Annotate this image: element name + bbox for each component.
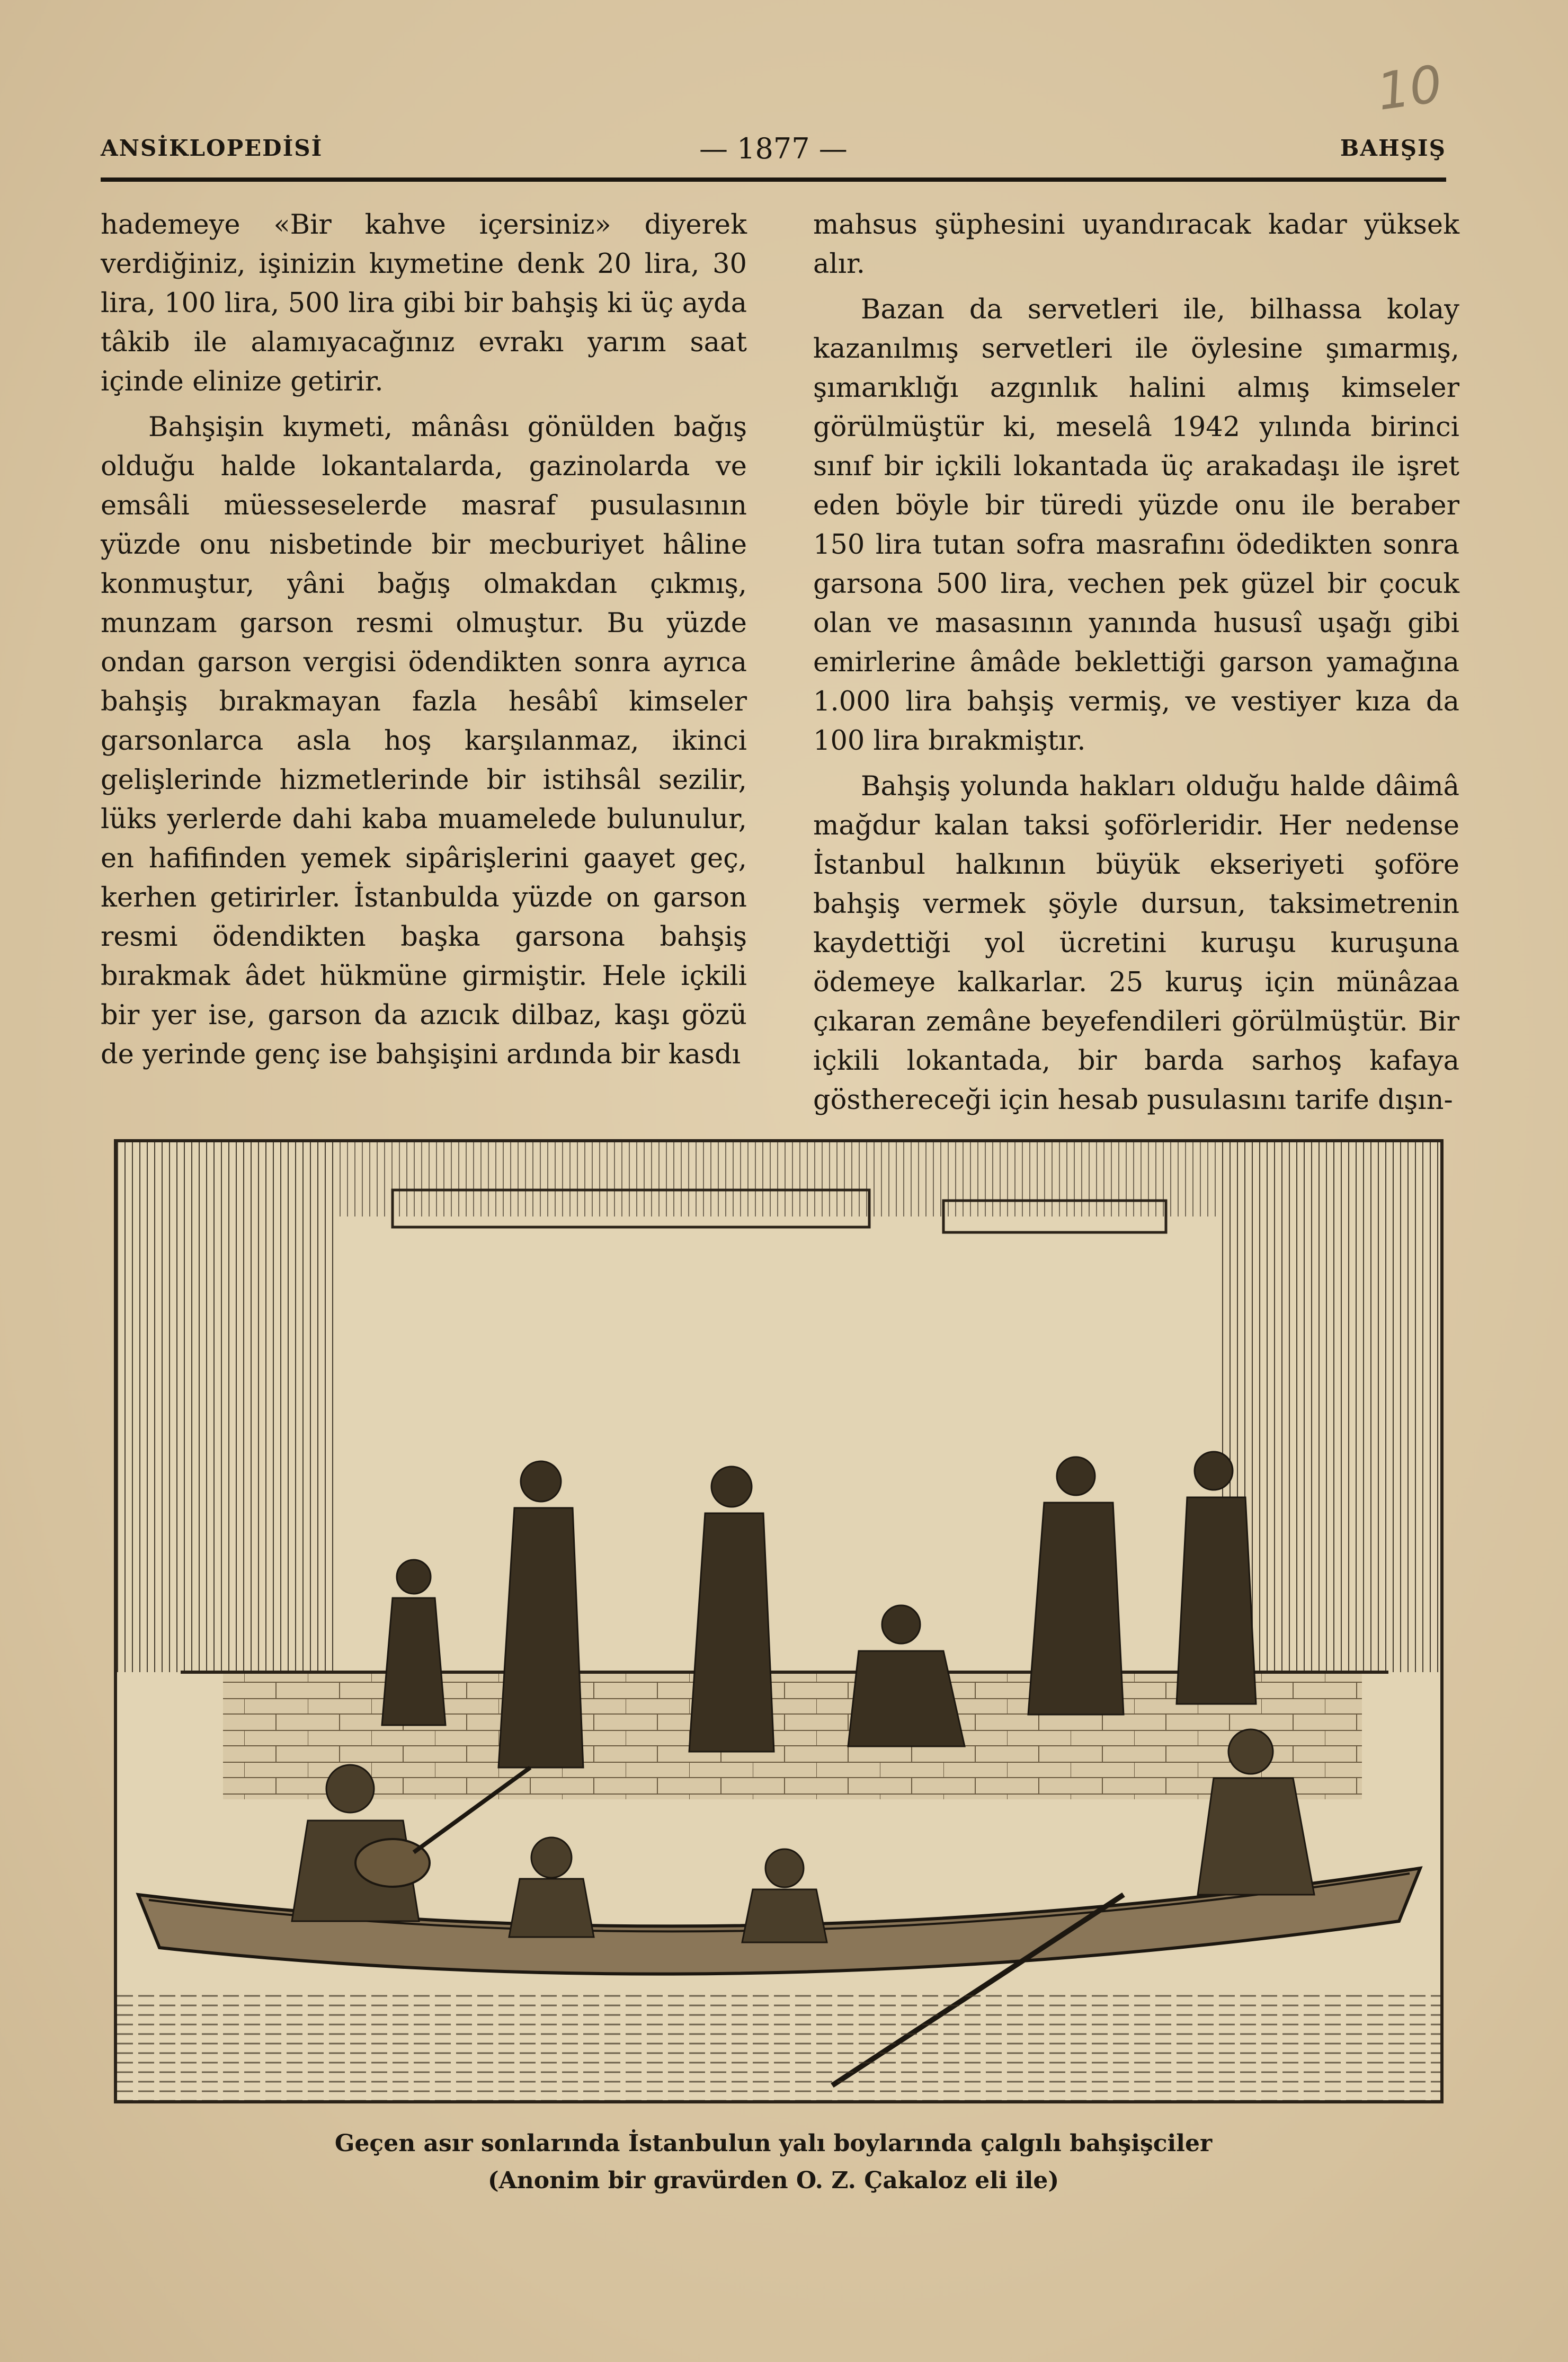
left-paragraph-1: hademeye «Bir kahve içersiniz» diyerek verdiğiniz, işinizin kıymetine denk 20 lira, 30 lira, 100 lira, 500 lira gibi bir bahşiş ki üç ayda tâkib ile alamıyacağınız evrakı yarım saat içinde elinize getirir. — [101, 209, 747, 397]
figure-caption-credit: (Anonim bir gravürden O. Z. Çakaloz eli ile) — [487, 2167, 1059, 2194]
right-column — [813, 206, 1459, 1117]
header-entry-title: BAHŞIŞ — [1340, 135, 1446, 161]
left-paragraph-2: Bahşişin kıymeti, mânâsı gönülden bağış olduğu halde lokantalarda, gazinolarda ve emsâli müesseselerde masraf pusulasının yüzde onu nisbetinde bir mecburiyet hâline konmuştur, yâni bağış olmakdan çıkmış, munzam garson resmi olmuştur. Bu yüzde ondan garson vergisi ödendikten sonra ayrıca bahşiş bırakmayan fazla hesâbî kimseler garsonlarca asla hoş karşılanmaz, ikinci gelişlerinde hizmetlerinde bir istihsâl sezilir, lüks yerlerde dahi kaba muamelede bulunulur, en hafifinden yemek sipârişlerini gaayet geç, kerhen getirirler. İstanbulda yüzde on garson resmi ödendikten başka garsona bahşiş bırakmak âdet hükmüne girmiştir. Hele içkili bir yer ise, garson da azıcık dilbaz, kaşı gözü de yerinde genç ise bahşişini ardında bir kasdı — [101, 412, 747, 1070]
right-paragraph-1: mahsus şüphesini uyandıracak kadar yüksek alır. — [813, 209, 1459, 280]
header-rule — [101, 177, 1446, 182]
engraving-illustration — [114, 1139, 1444, 2103]
right-paragraph-3: Bahşiş yolunda hakları olduğu halde dâimâ mağdur kalan taksi şoförleridir. Her nedense İstanbul halkının büyük ekseriyeti şoföre bahşiş vermek şöyle dursun, taksimetrenin kaydettiği yol ücretini kuruşu kuruşuna ödemeye kalkarlar. 25 kuruş için münâzaa çıkaran zemâne beyefendileri görülmüştür. Bir içkili lokantada, bir barda sarhoş kafaya gösthereceği için hesab pusulasını tarife dışın- — [813, 771, 1459, 1116]
left-column — [101, 206, 747, 1133]
header-page-number: — 1877 — — [699, 132, 848, 165]
engraving-drawing — [117, 1142, 1440, 2100]
figure-caption-title: Geçen asır sonlarında İstanbulun yalı boylarında çalgılı bahşişciler — [334, 2130, 1213, 2157]
running-header — [101, 132, 1446, 172]
header-publication: ANSİKLOPEDİSİ — [101, 135, 323, 161]
pencil-page-mark: 10 — [1373, 54, 1446, 122]
right-paragraph-2: Bazan da servetleri ile, bilhassa kolay kazanılmış servetleri ile öylesine şımarmış, şımarıklığı azgınlık halini almış kimseler görülmüştür ki, meselâ 1942 yılında birinci sınıf bir içkili lokantada üç arakadaşı ile işret eden böyle bir türedi yüzde onu ile beraber 150 lira tutan sofra masrafını ödedikten sonra garsona 500 lira, vechen pek güzel bir çocuk olan ve masasının yanında hususî uşağı gibi emirlerine âmâde beklettiği garson yamağına 1.000 lira bahşiş vermiş, ve vestiyer kıza da 100 lira bırakmiştır. — [813, 294, 1459, 757]
